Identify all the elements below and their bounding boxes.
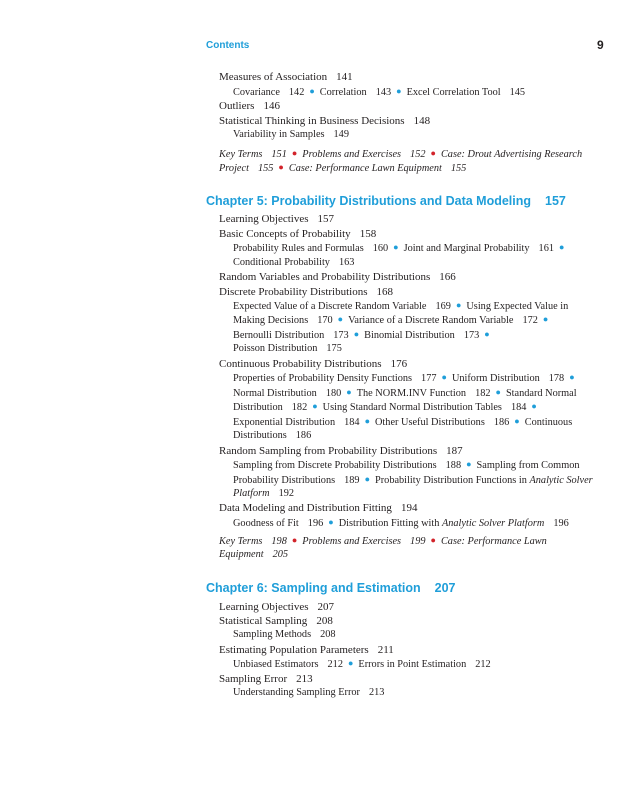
entry-text: Joint and Marginal Probability bbox=[403, 243, 530, 254]
toc-subentry bbox=[233, 85, 525, 100]
page-ref: 149 bbox=[333, 129, 349, 140]
toc-subentry bbox=[233, 686, 384, 700]
toc-subentry bbox=[233, 299, 568, 314]
page-ref: 160 bbox=[372, 243, 389, 254]
entry-text: Chapter 6: Sampling and Estimation bbox=[206, 581, 421, 595]
toc-entry bbox=[219, 285, 393, 299]
entry-text: Variance of a Discrete Random Variable bbox=[348, 315, 514, 326]
entry-text: Binomial Distribution bbox=[364, 330, 455, 341]
page-ref: 182 bbox=[475, 388, 491, 399]
entry-text: Using Standard Normal Distribution Tables bbox=[322, 402, 502, 413]
page-ref: 213 bbox=[296, 673, 313, 685]
entry-text: Using Expected Value in bbox=[466, 301, 569, 312]
page-ref: 166 bbox=[439, 271, 456, 283]
page-ref: 145 bbox=[509, 87, 526, 98]
entry-text: Distributions bbox=[233, 430, 287, 441]
bullet-icon: ● bbox=[346, 387, 352, 397]
entry-text: Sampling Methods bbox=[233, 629, 312, 640]
toc-subentry bbox=[233, 241, 569, 256]
entry-text: Chapter 5: Probability Distributions and Data Modeling bbox=[206, 194, 532, 208]
entry-text: Estimating Population Parameters bbox=[219, 644, 369, 656]
entry-text: Continuous bbox=[524, 417, 573, 428]
bullet-icon: ● bbox=[291, 535, 298, 545]
toc-subentry bbox=[233, 328, 495, 343]
entry-text: Excel Correlation Tool bbox=[406, 87, 501, 98]
bullet-icon: ● bbox=[514, 416, 520, 426]
entry-text: Variability in Samples bbox=[233, 129, 325, 140]
entry-text: Probability Rules and Formulas bbox=[233, 243, 364, 254]
page-ref: 198 bbox=[271, 536, 287, 547]
toc-subentry bbox=[233, 458, 580, 473]
toc-entry bbox=[219, 357, 407, 371]
toc-subentry bbox=[233, 371, 580, 386]
toc-entry bbox=[219, 643, 394, 657]
entry-text: Understanding Sampling Error bbox=[233, 687, 360, 698]
entry-text: Sampling Error bbox=[219, 673, 288, 685]
entry-text: Errors in Point Estimation bbox=[358, 659, 467, 670]
entry-text: Covariance bbox=[233, 87, 280, 98]
entry-text: Statistical Thinking in Business Decisions bbox=[219, 115, 405, 127]
toc-entry bbox=[219, 270, 456, 284]
page-ref: 184 bbox=[510, 402, 527, 413]
entry-text: Problems and Exercises bbox=[302, 149, 402, 160]
page-ref: 189 bbox=[344, 475, 360, 486]
entry-text: Learning Objectives bbox=[219, 601, 309, 613]
bullet-icon: ● bbox=[364, 416, 370, 426]
page-ref: 213 bbox=[368, 687, 385, 698]
toc-subentry bbox=[233, 342, 342, 356]
page-ref: 192 bbox=[278, 488, 295, 499]
entry-text: Random Variables and Probability Distributions bbox=[219, 271, 431, 283]
entry-text: Random Sampling from Probability Distributions bbox=[219, 445, 438, 457]
entry-text: Problems and Exercises bbox=[302, 536, 402, 547]
page-ref: 172 bbox=[522, 315, 538, 326]
toc-endmatter bbox=[219, 548, 288, 562]
bullet-icon: ● bbox=[466, 459, 472, 469]
page-ref: 157 bbox=[545, 194, 566, 208]
entry-text: Conditional Probability bbox=[233, 257, 330, 268]
toc-subentry bbox=[233, 256, 354, 270]
bullet-icon: ● bbox=[347, 658, 354, 668]
entry-text: Case: Performance Lawn bbox=[440, 536, 547, 547]
toc-entry bbox=[219, 212, 334, 226]
bullet-icon: ● bbox=[278, 162, 284, 172]
toc-subentry bbox=[233, 516, 569, 531]
page-ref: 208 bbox=[320, 629, 336, 640]
entry-text: Distribution bbox=[233, 402, 283, 413]
entry-text: Standard Normal bbox=[505, 388, 577, 399]
entry-text: Statistical Sampling bbox=[219, 615, 308, 627]
page-ref: 180 bbox=[325, 388, 342, 399]
bullet-icon: ● bbox=[393, 242, 399, 252]
entry-text: Bernoulli Distribution bbox=[233, 330, 325, 341]
page-ref: 178 bbox=[548, 373, 565, 384]
running-header-section: Contents bbox=[206, 40, 250, 51]
page-ref: 168 bbox=[376, 286, 393, 298]
page-ref: 151 bbox=[271, 149, 287, 160]
toc-endmatter bbox=[219, 147, 582, 162]
page-ref: 163 bbox=[338, 257, 355, 268]
toc-subentry bbox=[233, 487, 294, 501]
toc-entry bbox=[219, 444, 463, 458]
entry-text: Equipment bbox=[219, 549, 264, 560]
toc-entry bbox=[219, 501, 417, 515]
entry-text: Analytic Solver bbox=[529, 475, 593, 486]
toc-entry bbox=[219, 227, 376, 241]
bullet-icon: ● bbox=[337, 314, 344, 324]
toc-subentry bbox=[233, 657, 491, 672]
page-ref: 186 bbox=[493, 417, 510, 428]
entry-text: Probability Distribution Functions in bbox=[375, 475, 527, 486]
page-ref: 142 bbox=[288, 87, 305, 98]
page-ref: 176 bbox=[390, 358, 408, 370]
entry-text: Correlation bbox=[319, 87, 367, 98]
entry-text: Sampling from Discrete Probability Distributions bbox=[233, 460, 437, 471]
bullet-icon: ● bbox=[542, 314, 549, 324]
page-ref: 196 bbox=[553, 518, 569, 529]
page-ref: 146 bbox=[263, 100, 280, 112]
page-ref: 188 bbox=[445, 460, 462, 471]
toc-entry bbox=[219, 600, 334, 614]
entry-text: Probability Distributions bbox=[233, 475, 336, 486]
bullet-icon: ● bbox=[309, 86, 315, 96]
bullet-icon: ● bbox=[430, 535, 436, 545]
chapter-heading bbox=[206, 581, 455, 595]
toc-subentry bbox=[233, 400, 542, 415]
bullet-icon: ● bbox=[531, 401, 537, 411]
entry-text: Goodness of Fit bbox=[233, 518, 299, 529]
entry-text: Project bbox=[219, 163, 249, 174]
entry-text: Data Modeling and Distribution Fitting bbox=[219, 502, 392, 514]
page-ref: 205 bbox=[272, 549, 289, 560]
entry-text: Expected Value of a Discrete Random Variable bbox=[233, 301, 427, 312]
entry-text: Making Decisions bbox=[233, 315, 309, 326]
page-ref: 170 bbox=[317, 315, 333, 326]
page-ref: 186 bbox=[295, 430, 312, 441]
bullet-icon: ● bbox=[364, 474, 371, 484]
page-ref: 143 bbox=[375, 87, 392, 98]
toc-entry bbox=[219, 70, 353, 84]
toc-endmatter bbox=[219, 534, 547, 549]
page-ref: 207 bbox=[434, 581, 456, 595]
bullet-icon: ● bbox=[569, 372, 575, 382]
bullet-icon: ● bbox=[484, 329, 490, 339]
entry-text: Uniform Distribution bbox=[451, 373, 540, 384]
bullet-icon: ● bbox=[430, 148, 436, 158]
entry-text: Properties of Probability Density Functions bbox=[233, 373, 413, 384]
page-ref: 177 bbox=[421, 373, 437, 384]
toc-endmatter bbox=[219, 161, 466, 176]
page-ref: 207 bbox=[317, 601, 334, 613]
page-ref: 161 bbox=[538, 243, 554, 254]
entry-text: Unbiased Estimators bbox=[233, 659, 319, 670]
page-ref: 173 bbox=[463, 330, 480, 341]
page-ref: 199 bbox=[410, 536, 426, 547]
page-ref: 196 bbox=[307, 518, 324, 529]
page-ref: 212 bbox=[327, 659, 343, 670]
chapter-heading bbox=[206, 194, 566, 208]
toc-entry bbox=[219, 99, 280, 113]
entry-text: Other Useful Distributions bbox=[375, 417, 485, 428]
entry-text: Measures of Association bbox=[219, 71, 328, 83]
toc-subentry bbox=[233, 628, 336, 642]
page-ref: 173 bbox=[333, 330, 349, 341]
toc-subentry bbox=[233, 128, 349, 142]
entry-text: Platform bbox=[233, 488, 270, 499]
toc-subentry bbox=[233, 313, 553, 328]
bullet-icon: ● bbox=[312, 401, 318, 411]
entry-text: Case: Drout Advertising Research bbox=[440, 149, 583, 160]
page-ref: 211 bbox=[377, 644, 394, 656]
entry-text: Learning Objectives bbox=[219, 213, 309, 225]
bullet-icon: ● bbox=[353, 329, 360, 339]
page-ref: 187 bbox=[446, 445, 463, 457]
bullet-icon: ● bbox=[396, 86, 402, 96]
page-ref: 155 bbox=[257, 163, 274, 174]
bullet-icon: ● bbox=[328, 517, 334, 527]
entry-text: Outliers bbox=[219, 100, 255, 112]
page-ref: 158 bbox=[359, 228, 377, 240]
entry-text: Normal Distribution bbox=[233, 388, 317, 399]
bullet-icon: ● bbox=[455, 300, 462, 310]
entry-text: Key Terms bbox=[219, 536, 263, 547]
bullet-icon: ● bbox=[495, 387, 501, 397]
entry-text: Key Terms bbox=[219, 149, 263, 160]
bullet-icon: ● bbox=[441, 372, 447, 382]
page-ref: 157 bbox=[317, 213, 334, 225]
page-ref: 194 bbox=[400, 502, 418, 514]
entry-text: Basic Concepts of Probability bbox=[219, 228, 351, 240]
entry-text: Poisson Distribution bbox=[233, 343, 318, 354]
entry-text: Discrete Probability Distributions bbox=[219, 286, 368, 298]
page-ref: 169 bbox=[435, 301, 451, 312]
toc-entry bbox=[219, 614, 333, 628]
page-ref: 152 bbox=[410, 149, 426, 160]
entry-text: Analytic Solver Platform bbox=[441, 518, 545, 529]
toc-subentry bbox=[233, 415, 572, 430]
toc-entry bbox=[219, 114, 430, 128]
page-ref: 155 bbox=[450, 163, 467, 174]
bullet-icon: ● bbox=[559, 242, 565, 252]
entry-text: The NORM.INV Function bbox=[356, 388, 467, 399]
bullet-icon: ● bbox=[291, 148, 298, 158]
entry-text: Exponential Distribution bbox=[233, 417, 336, 428]
toc-subentry bbox=[233, 473, 593, 488]
page-ref: 208 bbox=[316, 615, 333, 627]
entry-text: Case: Performance Lawn Equipment bbox=[288, 163, 442, 174]
page-ref: 141 bbox=[336, 71, 353, 83]
toc-entry bbox=[219, 672, 313, 686]
page-ref: 184 bbox=[344, 417, 360, 428]
entry-text: Continuous Probability Distributions bbox=[219, 358, 382, 370]
toc-subentry bbox=[233, 386, 577, 401]
entry-text: Sampling from Common bbox=[476, 460, 580, 471]
page-ref: 182 bbox=[291, 402, 308, 413]
entry-text: Distribution Fitting with bbox=[338, 518, 440, 529]
page-ref: 148 bbox=[413, 115, 431, 127]
page-ref: 212 bbox=[475, 659, 491, 670]
page-number: 9 bbox=[597, 38, 604, 52]
toc-subentry bbox=[233, 429, 311, 443]
page-ref: 175 bbox=[326, 343, 342, 354]
